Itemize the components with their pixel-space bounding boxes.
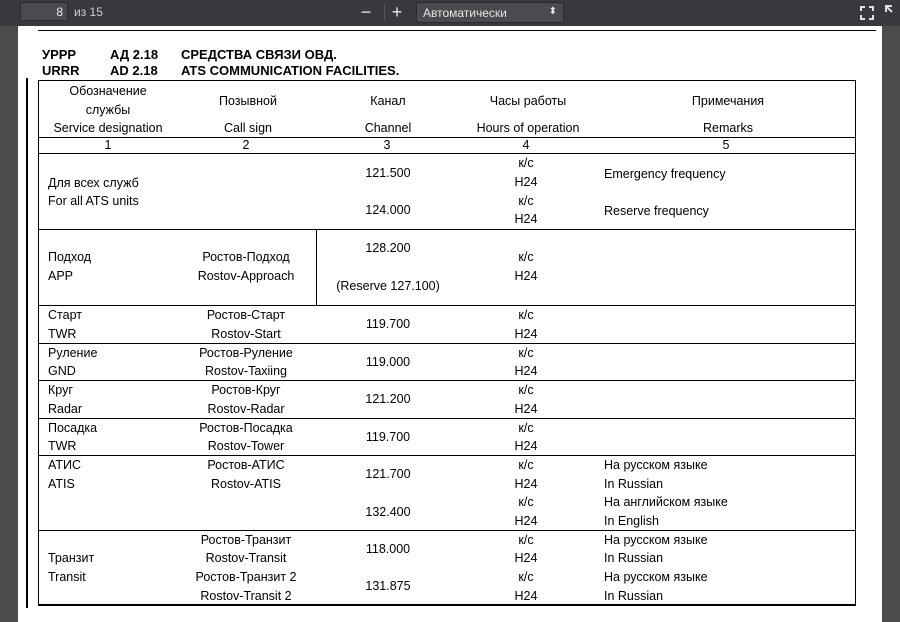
cell-channel: 131.875 [365, 579, 411, 593]
cell-hours: H24 [514, 439, 538, 453]
cell-callsign: Rostov-Taxiing [205, 364, 287, 378]
col3-header-en: Channel [364, 121, 412, 135]
cell-channel: 119.000 [365, 355, 411, 369]
title-ru: СРЕДСТВА СВЯЗИ ОВД. [181, 47, 337, 62]
cell-remarks: На русском языке [604, 458, 708, 472]
col-number: 2 [242, 138, 250, 152]
page-top-rule [38, 30, 876, 31]
table-border-top [38, 80, 856, 81]
zoom-in-button[interactable]: + [391, 2, 403, 22]
cell-callsign: Rostov-Transit 2 [200, 589, 292, 603]
col1-header-ru: Обозначение [69, 84, 147, 98]
toolbar-separator [384, 5, 385, 20]
cell-service: TWR [48, 327, 77, 341]
header-code-ru: УРРР [42, 47, 77, 62]
col1-header-en: Service designation [53, 121, 163, 135]
cell-service: Для всех служб [48, 176, 139, 190]
app-cell-divider [316, 230, 317, 305]
cell-channel: 124.000 [365, 203, 411, 217]
cell-hours: к/с [518, 194, 534, 208]
cell-hours: к/с [518, 458, 534, 472]
pdf-page [18, 26, 882, 622]
cell-callsign: Ростов-Транзит [200, 533, 292, 547]
table-numbers-rule [38, 153, 856, 154]
header-code-en: URRR [42, 63, 80, 78]
cell-remarks: На русском языке [604, 533, 708, 547]
col2-header-ru: Позывной [219, 94, 277, 108]
cell-callsign: Ростов-Транзит 2 [195, 570, 297, 584]
col5-header-en: Remarks [702, 121, 753, 135]
row-rule [38, 530, 856, 531]
section-en: AD 2.18 [110, 63, 158, 78]
col-number: 3 [383, 138, 391, 152]
cell-service: Старт [48, 308, 82, 322]
cell-callsign: Rostov-ATIS [211, 477, 281, 491]
page-total-label: из 15 [74, 5, 103, 19]
cell-service: Руление [48, 346, 98, 360]
cell-channel: 128.200 [365, 241, 411, 255]
cell-callsign: Rostov-Approach [197, 269, 295, 283]
cell-channel: 121.200 [365, 392, 411, 406]
table-border-bottom [38, 604, 856, 606]
cell-hours: к/с [518, 156, 534, 170]
cell-hours: к/с [518, 495, 534, 509]
row-rule [38, 343, 856, 344]
cell-hours: H24 [514, 589, 538, 603]
cell-service: Radar [48, 402, 83, 416]
zoom-select-value: Автоматически [423, 6, 507, 20]
cell-callsign: Ростов-Круг [211, 383, 281, 397]
expand-icon[interactable] [883, 3, 900, 23]
cell-hours: H24 [514, 212, 538, 226]
cell-hours: к/с [518, 570, 534, 584]
cell-hours: H24 [514, 402, 538, 416]
cell-remarks: Reserve frequency [604, 204, 709, 218]
cell-hours: к/с [518, 383, 534, 397]
table-border-left [38, 80, 39, 605]
cell-channel: 121.500 [365, 166, 411, 180]
col-number: 4 [522, 138, 530, 152]
left-margin-bar [26, 78, 28, 608]
cell-hours: H24 [514, 327, 538, 341]
cell-hours: H24 [514, 551, 538, 565]
col-number: 5 [722, 138, 730, 152]
cell-channel: 119.700 [365, 430, 411, 444]
col-number: 1 [104, 138, 112, 152]
cell-hours: H24 [514, 175, 538, 189]
document-viewport [0, 26, 900, 622]
cell-callsign: Rostov-Tower [207, 439, 285, 453]
row-rule [38, 418, 856, 419]
cell-hours: к/с [518, 346, 534, 360]
pdf-toolbar [0, 0, 900, 26]
cell-hours: к/с [518, 533, 534, 547]
cell-remarks: In Russian [604, 477, 664, 491]
cell-callsign: Rostov-Transit [205, 551, 287, 565]
cell-hours: к/с [518, 308, 534, 322]
col5-header-ru: Примечания [691, 94, 765, 108]
row-rule [38, 305, 856, 306]
page-number-input[interactable]: 8 [20, 2, 68, 21]
col3-header-ru: Канал [370, 94, 406, 108]
cell-callsign: Rostov-Start [211, 327, 281, 341]
cell-service: APP [48, 269, 74, 283]
row-rule [38, 455, 856, 456]
cell-service: АТИС [48, 458, 82, 472]
cell-channel: 119.700 [365, 317, 411, 331]
cell-service: Посадка [48, 421, 98, 435]
row-rule [38, 229, 856, 230]
cell-hours: к/с [518, 421, 534, 435]
cell-callsign: Rostov-Radar [207, 402, 285, 416]
cell-service: For all ATS units [48, 194, 139, 208]
col4-header-ru: Часы работы [489, 94, 567, 108]
chevron-updown-icon: ⬍ [548, 6, 557, 17]
cell-hours: H24 [514, 514, 538, 528]
cell-service: ATIS [48, 477, 75, 491]
cell-callsign: Ростов-Руление [199, 346, 293, 360]
row-rule [38, 380, 856, 381]
cell-service: Круг [48, 383, 73, 397]
cell-service: Transit [48, 570, 86, 584]
title-en: ATS COMMUNICATION FACILITIES. [181, 63, 400, 78]
cell-hours: H24 [514, 364, 538, 378]
col2-header-en: Call sign [224, 121, 272, 135]
cell-channel: 121.700 [365, 467, 411, 481]
zoom-select[interactable] [416, 2, 564, 23]
cell-remarks: In Russian [604, 551, 664, 565]
cell-channel: 132.400 [365, 505, 411, 519]
cell-callsign: Ростов-Посадка [199, 421, 293, 435]
cell-service: TWR [48, 439, 77, 453]
cell-service: Транзит [48, 551, 95, 565]
cell-channel-reserve: (Reserve 127.100) [336, 279, 440, 293]
cell-service: Подход [48, 250, 92, 264]
cell-hours: к/с [518, 250, 534, 264]
cell-remarks: На русском языке [604, 570, 708, 584]
cell-remarks: Emergency frequency [604, 167, 726, 181]
table-border-right [855, 80, 856, 605]
cell-callsign: Ростов-Старт [206, 308, 286, 322]
col4-header-en: Hours of operation [476, 121, 580, 135]
col1-header-ru-2: службы [85, 103, 131, 117]
fullscreen-icon[interactable] [857, 3, 877, 23]
cell-remarks: In Russian [604, 589, 664, 603]
section-ru: АД 2.18 [110, 47, 159, 62]
cell-callsign: Ростов-Подход [202, 250, 290, 264]
cell-service: GND [48, 364, 76, 378]
zoom-out-button[interactable]: − [360, 2, 372, 22]
cell-remarks: In English [604, 514, 659, 528]
cell-hours: H24 [514, 477, 538, 491]
cell-channel: 118.000 [365, 542, 411, 556]
cell-hours: H24 [514, 269, 538, 283]
cell-callsign: Ростов-АТИС [207, 458, 285, 472]
cell-remarks: На английском языке [604, 495, 728, 509]
